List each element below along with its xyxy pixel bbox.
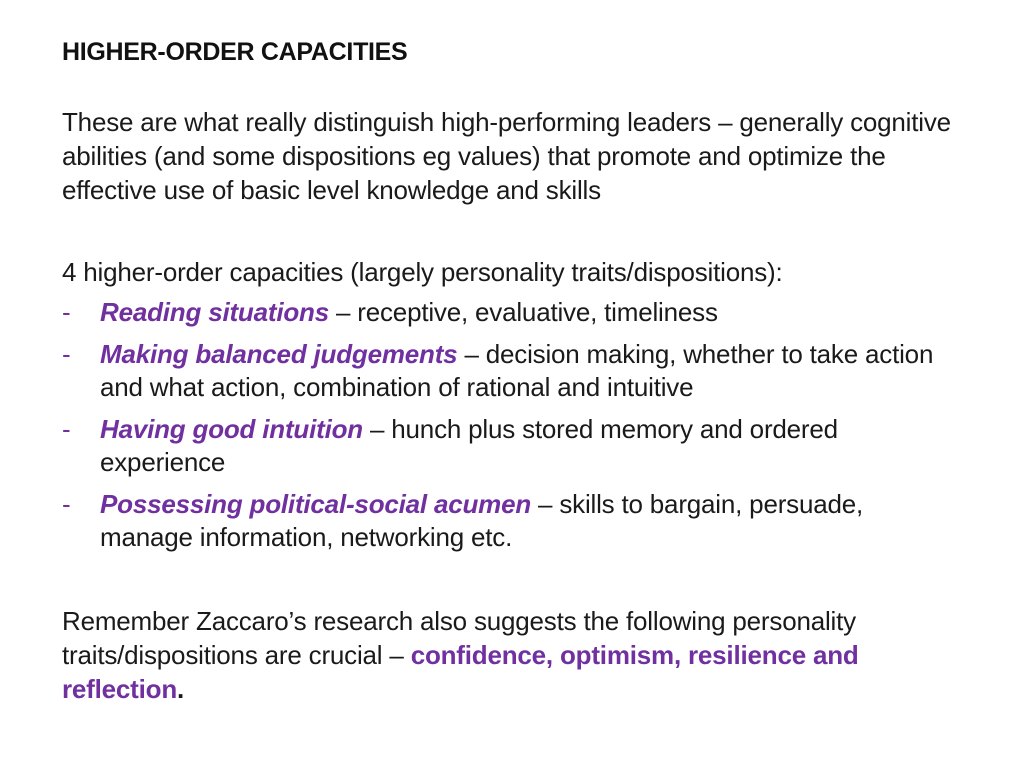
- bullet-dash: -: [62, 297, 71, 327]
- capacity-term: Having good intuition: [100, 414, 363, 444]
- capacity-term: Reading situations: [100, 297, 329, 327]
- capacity-description: – receptive, evaluative, timeliness: [328, 297, 718, 327]
- closing-period: .: [177, 674, 185, 704]
- capacity-term: Making balanced judgements: [100, 339, 458, 369]
- highlighted-traits: confidence, optimism, resilience and reflection: [62, 640, 859, 704]
- list-item: [62, 338, 962, 404]
- capacity-description: – hunch plus stored memory and ordered experience: [100, 414, 838, 477]
- bullet-dash: -: [62, 414, 71, 444]
- capacity-description: – decision making, whether to take action and what action, combination of rational and intuitive: [100, 339, 934, 402]
- closing-paragraph: [62, 604, 962, 706]
- list-item: [62, 488, 962, 554]
- capacity-description: – skills to bargain, persuade, manage information, networking etc.: [100, 489, 864, 552]
- capacity-term: Possessing political-social acumen: [100, 489, 532, 519]
- capacities-list: [62, 296, 962, 563]
- capacities-lead: 4 higher-order capacities (largely personality traits/dispositions):: [62, 257, 783, 287]
- closing-text: Remember Zaccaro’s research also suggests the following personality traits/dispositions are crucial –: [62, 606, 856, 670]
- bullet-dash: -: [62, 489, 71, 519]
- list-item: [62, 296, 962, 329]
- list-item: [62, 413, 962, 479]
- page-title: HIGHER-ORDER CAPACITIES: [62, 38, 408, 66]
- intro-paragraph: These are what really distinguish high-performing leaders – generally cognitive abilities (and some dispositions eg values) that promote and optimize the effective use of basic level knowledge and skills: [62, 107, 951, 205]
- bullet-dash: -: [62, 339, 71, 369]
